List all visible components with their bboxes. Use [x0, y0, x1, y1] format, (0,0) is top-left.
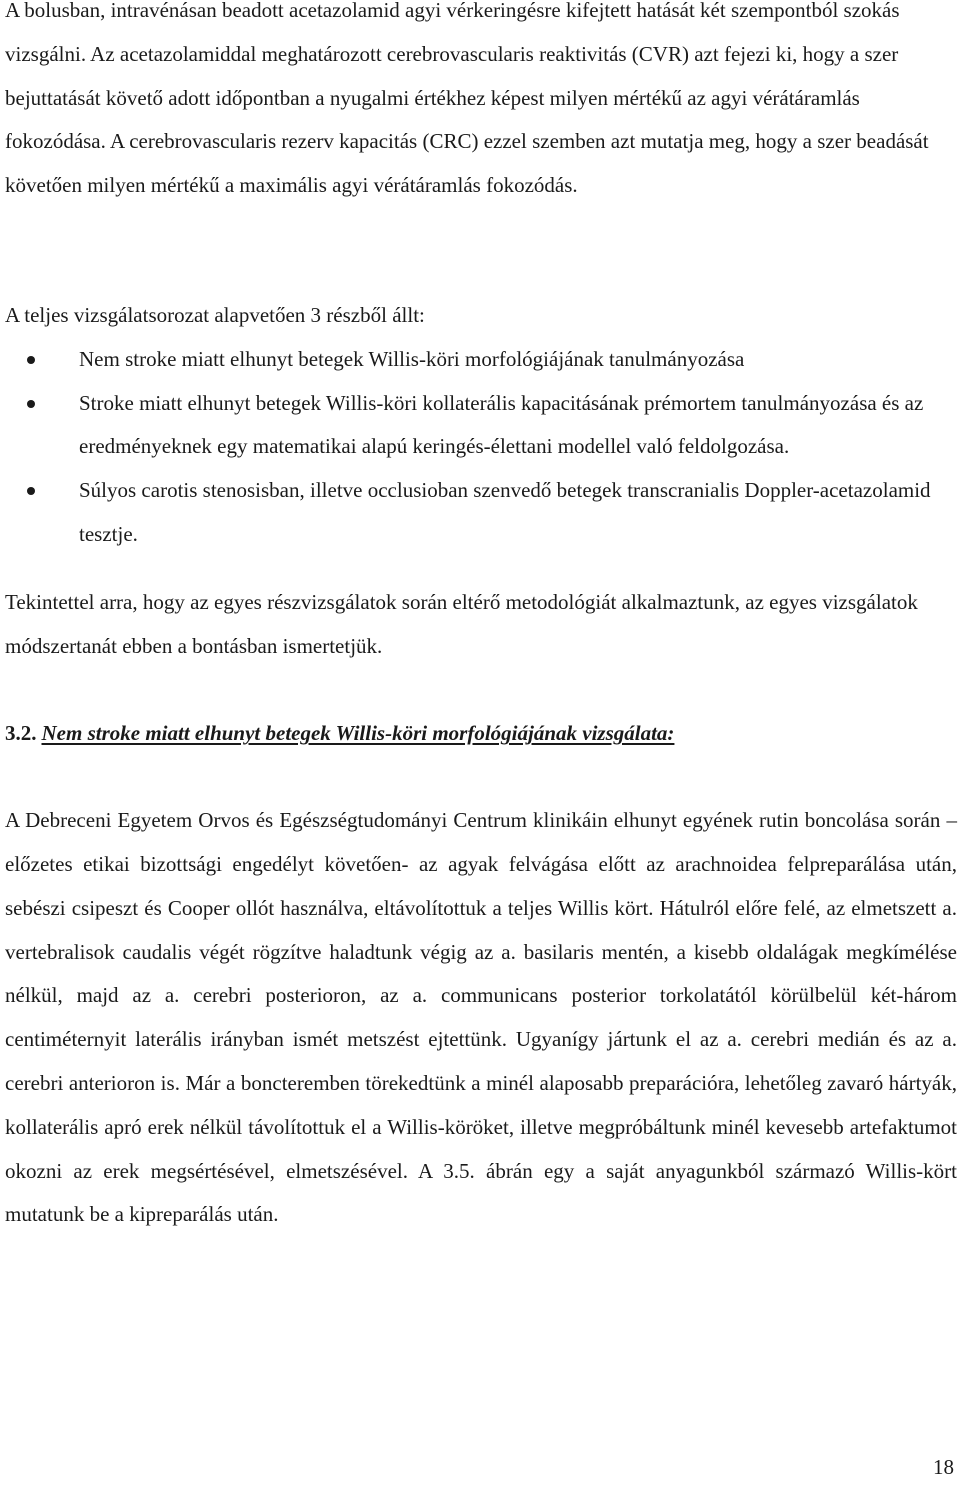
bullet-icon — [27, 487, 35, 495]
method-paragraph: Tekintettel arra, hogy az egyes részvizsgálatok során eltérő metodológiát alkalmaztunk, az egyes vizsgálatok módszertanát ebben a bontásban ismertetjük. — [5, 589, 918, 658]
list-item-text: Súlyos carotis stenosisban, illetve occlusioban szenvedő betegek transcranialis Doppler-acetazolamid tesztje. — [79, 478, 931, 546]
list-item-text: Nem stroke miatt elhunyt betegek Willis-köri morfológiájának tanulmányozása — [79, 346, 745, 371]
section-heading — [5, 712, 957, 756]
section-number: 3.2. — [5, 721, 37, 746]
list-item-text: Stroke miatt elhunyt betegek Willis-köri kollaterális kapacitásának prémortem tanulmányozása és az eredményeknek egy matematikai alapú keringés-élettani modellel való feldolgozása. — [79, 390, 924, 459]
study-parts-list — [5, 338, 957, 557]
procedure-paragraph: A Debreceni Egyetem Orvos és Egészségtudományi Centrum klinikáin elhunyt egyének rutin boncolása során –előzetes etikai bizottsági engedélyt követően- az agyak felvágása előtt az arachnoidea felpreparálása után, sebészi csipeszt és Cooper ollót használva, eltávolítottuk a teljes Willis kört. Hátulról előre felé, az elmetszett a. vertebralisok caudalis végét rögzítve haladtunk végig az a. basilaris mentén, a kisebb oldalágak megkímélése nélkül, majd az a. cerebri posterioron, az a. communicans posterior torkolatától körülbelül két-három centiméternyit laterális irányban ismét metszést ejtettünk. Ugyanígy jártunk el az a. cerebri medián és az a. cerebri anterioron is. Már a boncteremben törekedtünk a minél alaposabb preparációra, lehetőleg zavaró hártyák, kollaterális apró erek nélkül távolítottuk el a Willis-köröket, illetve megpróbáltunk minél kevesebb artefaktumot okozni az erek megsértésével, elmetszésével. A 3.5. ábrán egy a saját anyagunkból származó Willis-kört mutatunk be a kipreparálás után. — [5, 808, 957, 1227]
section-title: Nem stroke miatt elhunyt betegek Willis-köri morfológiájának vizsgálata: — [41, 721, 675, 746]
page-number: 18 — [933, 1455, 954, 1479]
intro-paragraph: A bolusban, intravénásan beadott acetazolamid agyi vérkeringésre kifejtett hatását két szempontból szokás vizsgálni. Az acetazolamiddal meghatározott cerebrovascularis reaktivitás (CVR) azt fejezi ki, hogy a szer bejuttatását követő adott időpontban a nyugalmi értékhez képest milyen mértékű az agyi vérátáramlás fokozódása. A cerebrovascularis rezerv kapacitás (CRC) ezzel szemben azt mutatja meg, hogy a szer beadását követően milyen mértékű a maximális agyi vérátáramlás fokozódás. — [5, 0, 929, 198]
document-page — [5, 0, 957, 1237]
list-item — [5, 469, 957, 557]
bullet-icon — [27, 400, 35, 408]
overview-intro: A teljes vizsgálatsorozat alapvetően 3 részből állt: — [5, 302, 425, 327]
bullet-icon — [27, 356, 35, 364]
list-item — [5, 338, 957, 382]
list-item — [5, 382, 957, 470]
